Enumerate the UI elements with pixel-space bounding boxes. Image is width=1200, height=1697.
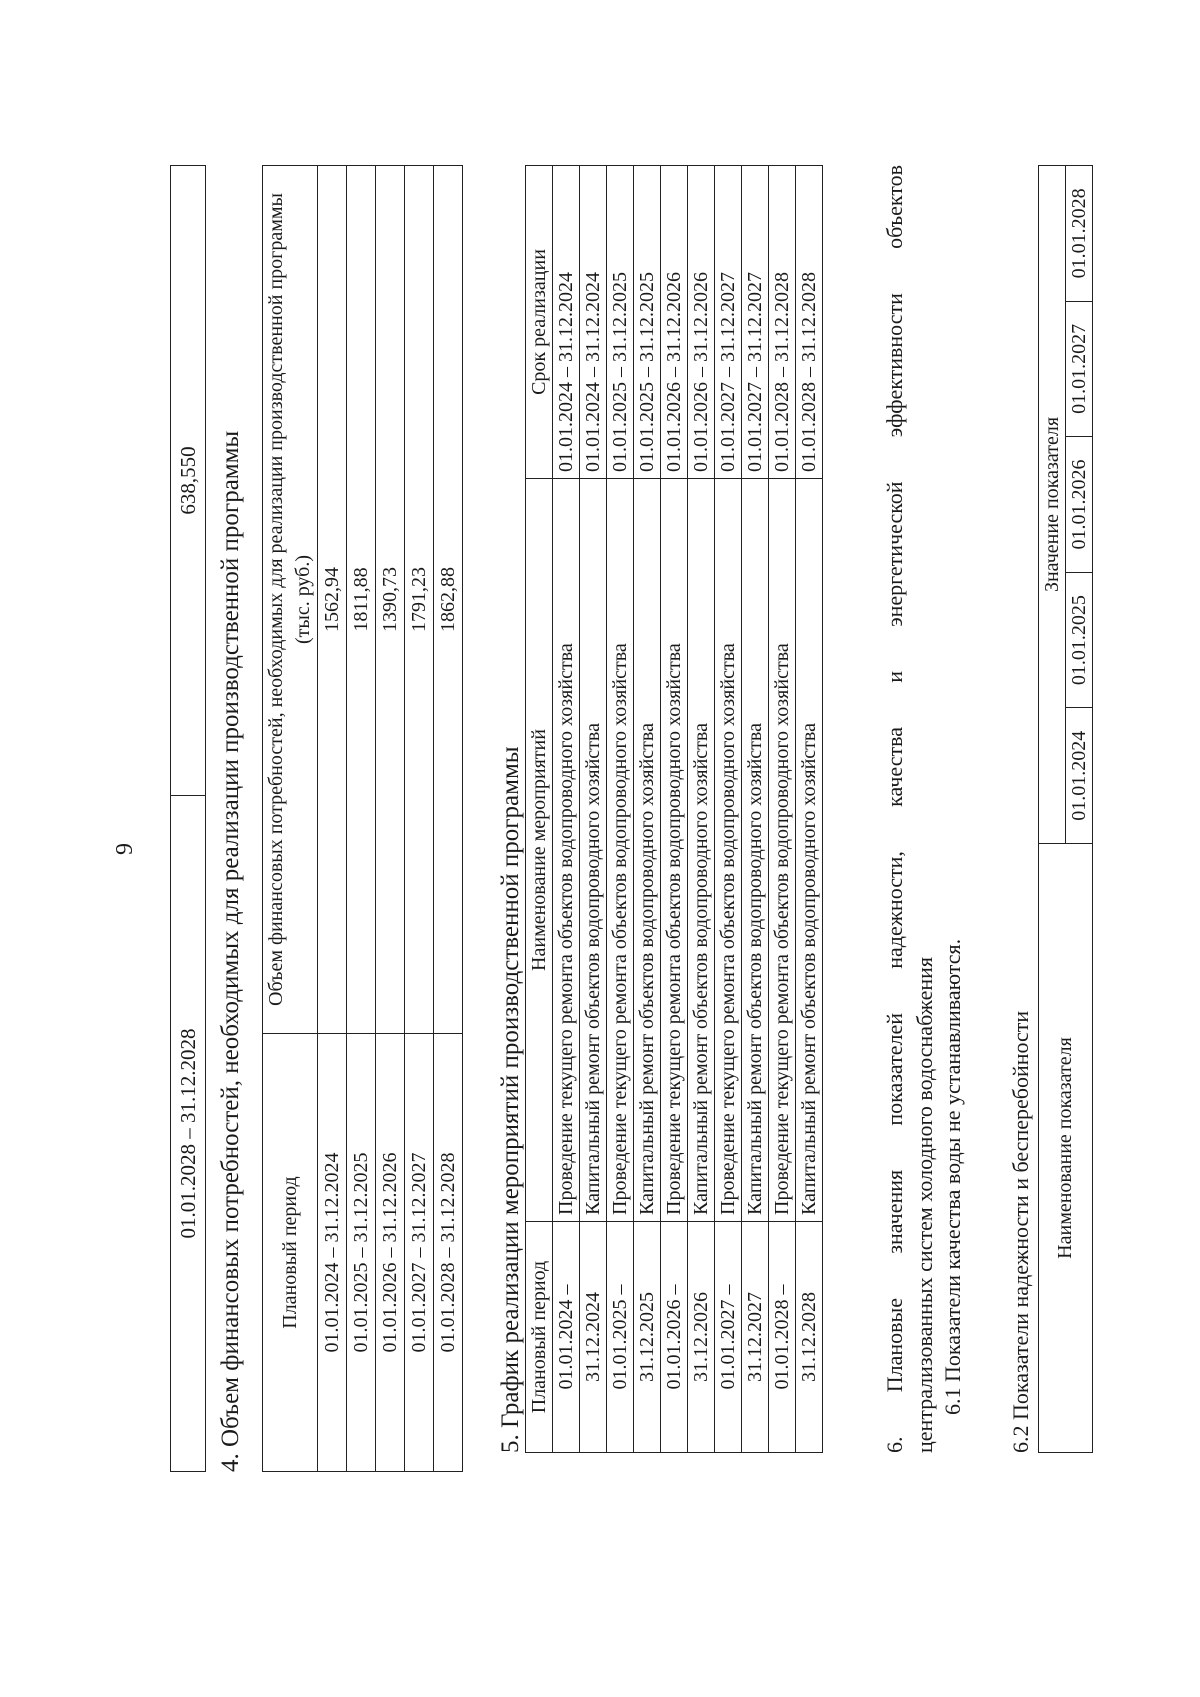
- period-end-cell: 31.12.2028: [796, 1222, 823, 1453]
- header-volume: Объем финансовых потребностей, необходимых для реализации производственной программы (тыс. руб.): [263, 166, 318, 1034]
- table-row: [715, 166, 742, 1453]
- measure-name-cell: Капитальный ремонт объектов водопроводного хозяйства: [580, 479, 607, 1222]
- header-date: 01.01.2025: [1066, 572, 1093, 708]
- volume-cell: 1390,73: [376, 166, 405, 1034]
- table-row: [318, 166, 347, 1472]
- table-row: [769, 166, 796, 1453]
- financial-needs-table: [262, 165, 463, 1472]
- period-cell: 01.01.2028 – 31.12.2028: [434, 1034, 463, 1472]
- measure-name-cell: Проведение текущего ремонта объектов водопроводного хозяйства: [661, 479, 688, 1222]
- term-cell: 01.01.2028 – 31.12.2028: [796, 166, 823, 479]
- table-row: [742, 166, 769, 1453]
- table-header-row: [1039, 166, 1066, 1453]
- period-cell: 01.01.2025 – 31.12.2025: [347, 1034, 376, 1472]
- term-cell: 01.01.2026 – 31.12.2026: [661, 166, 688, 479]
- volume-cell: 1562,94: [318, 166, 347, 1034]
- term-cell: 01.01.2028 – 31.12.2028: [769, 166, 796, 479]
- period-cell: 01.01.2024 – 31.12.2024: [318, 1034, 347, 1472]
- table-row: [376, 166, 405, 1472]
- measure-name-cell: Капитальный ремонт объектов водопроводного хозяйства: [634, 479, 661, 1222]
- section-6-2-title: 6.2 Показатели надежности и бесперебойности: [1008, 1010, 1033, 1453]
- header-date: 01.01.2028: [1066, 166, 1093, 302]
- measure-name-cell: Капитальный ремонт объектов водопроводного хозяйства: [796, 479, 823, 1222]
- term-cell: 01.01.2025 – 31.12.2025: [634, 166, 661, 479]
- measure-name-cell: Капитальный ремонт объектов водопроводного хозяйства: [742, 479, 769, 1222]
- header-date: 01.01.2027: [1066, 301, 1093, 437]
- header-period: Плановый период: [263, 1034, 318, 1472]
- header-indicator-name: Наименование показателя: [1039, 844, 1093, 1453]
- table-row: [580, 166, 607, 1453]
- section-6-paragraph-line1: 6. Плановые значения показателей надежности, качества и энергетической эффективности объектов: [882, 165, 907, 1453]
- measure-name-cell: Капитальный ремонт объектов водопроводного хозяйства: [688, 479, 715, 1222]
- table-row: [405, 166, 434, 1472]
- period-start-cell: 01.01.2024 –: [553, 1222, 580, 1453]
- table-header-row: [526, 166, 553, 1453]
- volume-cell: 1811,88: [347, 166, 376, 1034]
- period-start-cell: 01.01.2028 –: [769, 1222, 796, 1453]
- section-6-paragraph-line2: централизованных систем холодного водоснабжения: [912, 956, 937, 1453]
- section-6-1-text: 6.1 Показатели качества воды не устанавливаются.: [940, 938, 965, 1415]
- term-cell: 01.01.2026 – 31.12.2026: [688, 166, 715, 479]
- header-term: Срок реализации: [526, 166, 553, 479]
- period-end-cell: 31.12.2024: [580, 1222, 607, 1453]
- period-start-cell: 01.01.2027 –: [715, 1222, 742, 1453]
- volume-cell: 1791,23: [405, 166, 434, 1034]
- volume-cell: 1862,88: [434, 166, 463, 1034]
- measure-name-cell: Проведение текущего ремонта объектов водопроводного хозяйства: [715, 479, 742, 1222]
- measure-name-cell: Проведение текущего ремонта объектов водопроводного хозяйства: [607, 479, 634, 1222]
- term-cell: 01.01.2027 – 31.12.2027: [742, 166, 769, 479]
- term-cell: 01.01.2025 – 31.12.2025: [607, 166, 634, 479]
- period-start-cell: 01.01.2026 –: [661, 1222, 688, 1453]
- top-value-cell: 638,550: [171, 166, 206, 796]
- table-row: [688, 166, 715, 1453]
- header-indicator-value: Значение показателя: [1039, 166, 1066, 844]
- table-row: [661, 166, 688, 1453]
- table-row: [347, 166, 376, 1472]
- header-date: 01.01.2024: [1066, 708, 1093, 844]
- table-row: [634, 166, 661, 1453]
- section-5-title: 5. График реализации мероприятий производственной программы: [497, 746, 524, 1453]
- top-period-cell: 01.01.2028 – 31.12.2028: [171, 796, 206, 1472]
- page-number: 9: [112, 843, 138, 855]
- period-end-cell: 31.12.2025: [634, 1222, 661, 1453]
- section-4-title: 4. Объем финансовых потребностей, необходимых для реализации производственной программы: [217, 430, 244, 1472]
- term-cell: 01.01.2027 – 31.12.2027: [715, 166, 742, 479]
- table-row: [553, 166, 580, 1453]
- schedule-table: [525, 165, 823, 1453]
- table-row: [434, 166, 463, 1472]
- table-row: [171, 166, 206, 1472]
- top-table: [170, 165, 206, 1472]
- period-cell: 01.01.2026 – 31.12.2026: [376, 1034, 405, 1472]
- period-cell: 01.01.2027 – 31.12.2027: [405, 1034, 434, 1472]
- period-end-cell: 31.12.2027: [742, 1222, 769, 1453]
- term-cell: 01.01.2024 – 31.12.2024: [580, 166, 607, 479]
- term-cell: 01.01.2024 – 31.12.2024: [553, 166, 580, 479]
- reliability-table: [1038, 165, 1093, 1453]
- table-row: [796, 166, 823, 1453]
- header-period: Плановый период: [526, 1222, 553, 1453]
- header-name: Наименование мероприятий: [526, 479, 553, 1222]
- period-start-cell: 01.01.2025 –: [607, 1222, 634, 1453]
- table-header-row: [263, 166, 318, 1472]
- measure-name-cell: Проведение текущего ремонта объектов водопроводного хозяйства: [769, 479, 796, 1222]
- table-row: [607, 166, 634, 1453]
- header-date: 01.01.2026: [1066, 437, 1093, 573]
- measure-name-cell: Проведение текущего ремонта объектов водопроводного хозяйства: [553, 479, 580, 1222]
- period-end-cell: 31.12.2026: [688, 1222, 715, 1453]
